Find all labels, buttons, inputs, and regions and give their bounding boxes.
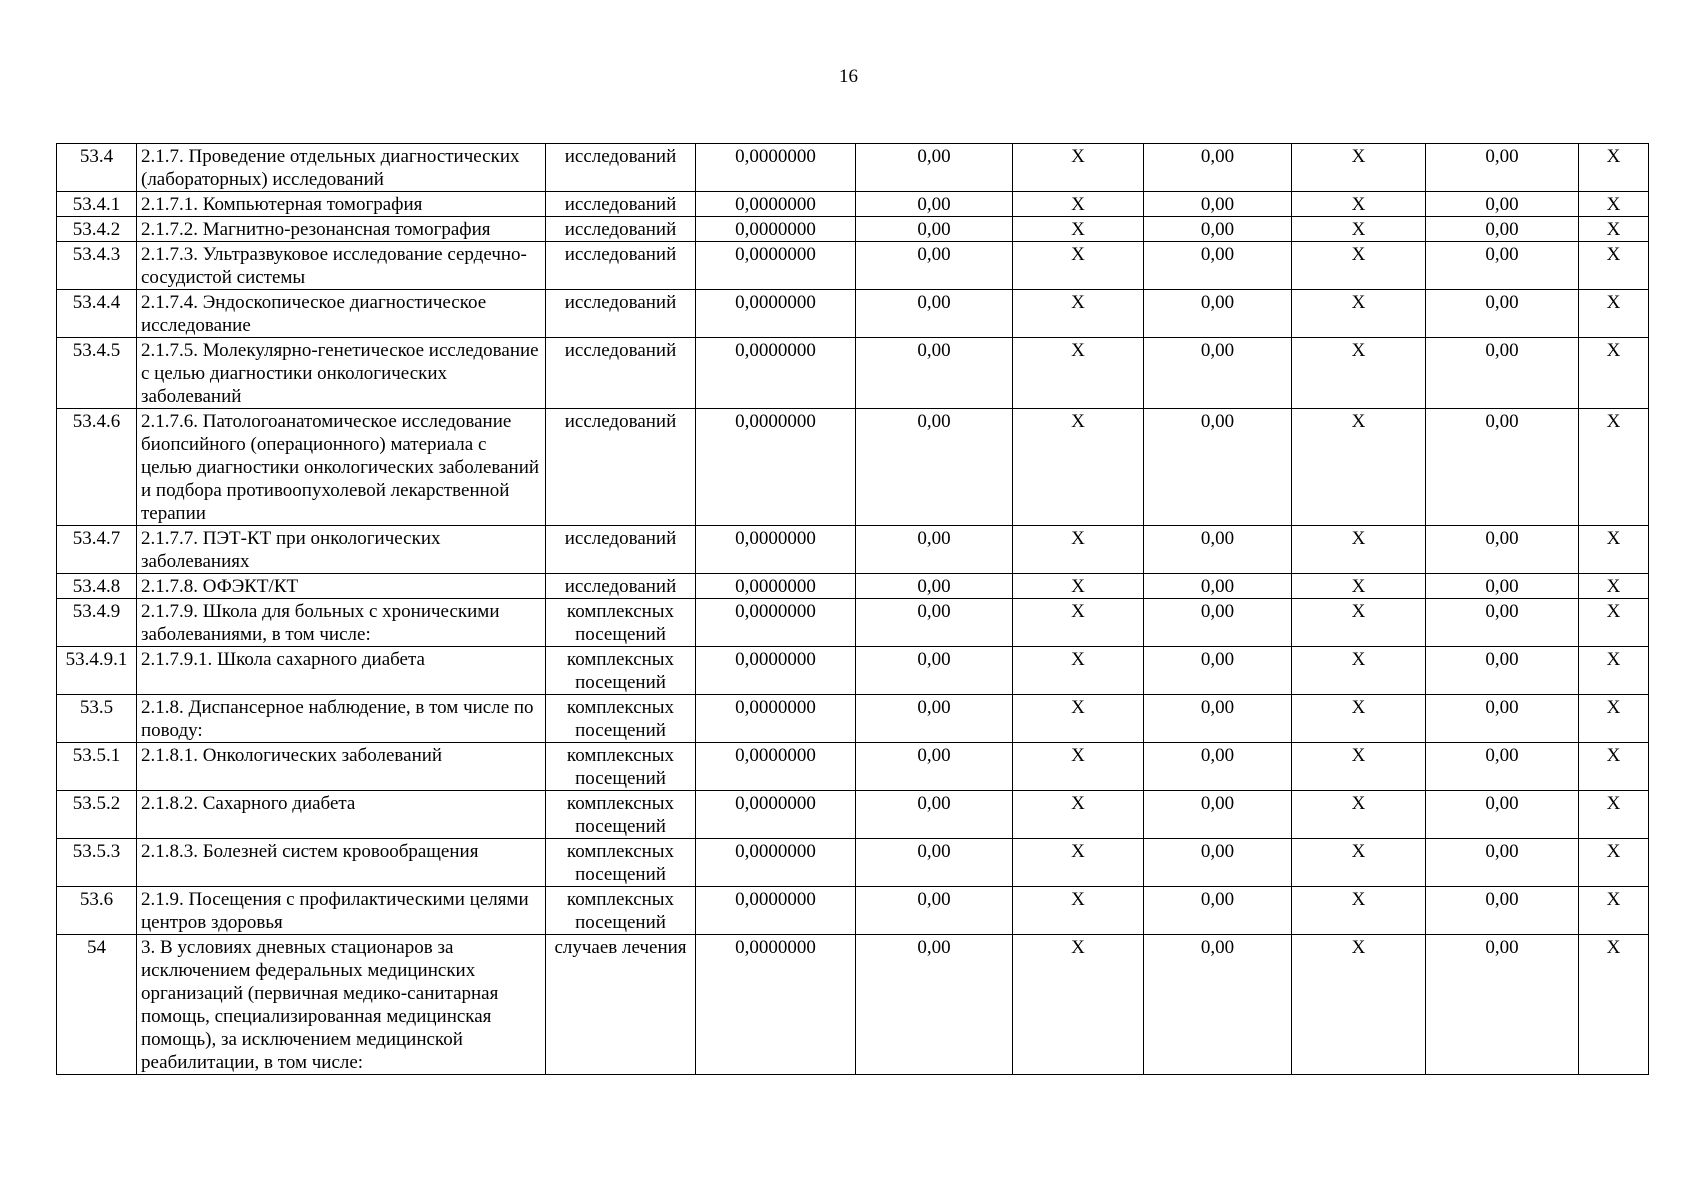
cell-value-4: 0,00 [1144, 290, 1292, 338]
cell-value-7: X [1579, 192, 1649, 217]
cell-value-2: 0,00 [856, 839, 1013, 887]
cell-value-3: X [1013, 839, 1144, 887]
cell-unit: случаев лечения [546, 935, 696, 1075]
cell-value-6: 0,00 [1426, 526, 1579, 574]
cell-unit: комплексных посещений [546, 839, 696, 887]
cell-value-3: X [1013, 574, 1144, 599]
cell-value-6: 0,00 [1426, 409, 1579, 526]
cell-row-number: 53.5.2 [57, 791, 137, 839]
cell-value-2: 0,00 [856, 935, 1013, 1075]
cell-value-1: 0,0000000 [696, 647, 856, 695]
cell-value-2: 0,00 [856, 409, 1013, 526]
cell-value-6: 0,00 [1426, 935, 1579, 1075]
cell-unit: исследований [546, 192, 696, 217]
cell-value-6: 0,00 [1426, 743, 1579, 791]
cell-value-1: 0,0000000 [696, 526, 856, 574]
cell-row-number: 53.4 [57, 144, 137, 192]
cell-row-number: 53.5.1 [57, 743, 137, 791]
cell-value-6: 0,00 [1426, 144, 1579, 192]
cell-item-name: 2.1.7.5. Молекулярно-генетическое исследование с целью диагностики онкологических заболеваний [137, 338, 546, 409]
cell-row-number: 53.5 [57, 695, 137, 743]
cell-value-6: 0,00 [1426, 192, 1579, 217]
cell-value-5: X [1292, 574, 1426, 599]
cell-value-5: X [1292, 290, 1426, 338]
table-row [57, 217, 1649, 242]
cell-value-7: X [1579, 144, 1649, 192]
cell-value-3: X [1013, 743, 1144, 791]
cell-row-number: 54 [57, 935, 137, 1075]
data-table [56, 143, 1649, 1075]
cell-value-1: 0,0000000 [696, 242, 856, 290]
cell-value-5: X [1292, 242, 1426, 290]
cell-unit: исследований [546, 526, 696, 574]
cell-value-7: X [1579, 935, 1649, 1075]
cell-value-7: X [1579, 647, 1649, 695]
table-body [57, 144, 1649, 1075]
cell-value-1: 0,0000000 [696, 839, 856, 887]
cell-value-4: 0,00 [1144, 217, 1292, 242]
cell-value-1: 0,0000000 [696, 695, 856, 743]
cell-value-4: 0,00 [1144, 647, 1292, 695]
cell-item-name: 2.1.7.3. Ультразвуковое исследование сердечно-сосудистой системы [137, 242, 546, 290]
cell-item-name: 2.1.7.2. Магнитно-резонансная томография [137, 217, 546, 242]
cell-row-number: 53.6 [57, 887, 137, 935]
cell-value-4: 0,00 [1144, 791, 1292, 839]
cell-item-name: 2.1.8.3. Болезней систем кровообращения [137, 839, 546, 887]
cell-row-number: 53.4.6 [57, 409, 137, 526]
table-row [57, 574, 1649, 599]
cell-value-5: X [1292, 695, 1426, 743]
cell-value-2: 0,00 [856, 887, 1013, 935]
cell-value-3: X [1013, 935, 1144, 1075]
cell-value-3: X [1013, 791, 1144, 839]
cell-value-7: X [1579, 574, 1649, 599]
cell-value-2: 0,00 [856, 647, 1013, 695]
cell-value-5: X [1292, 791, 1426, 839]
cell-value-4: 0,00 [1144, 935, 1292, 1075]
cell-value-5: X [1292, 526, 1426, 574]
cell-value-2: 0,00 [856, 242, 1013, 290]
cell-value-7: X [1579, 695, 1649, 743]
cell-value-6: 0,00 [1426, 290, 1579, 338]
table-row [57, 599, 1649, 647]
cell-value-4: 0,00 [1144, 839, 1292, 887]
cell-value-2: 0,00 [856, 144, 1013, 192]
cell-row-number: 53.4.9 [57, 599, 137, 647]
cell-item-name: 2.1.8. Диспансерное наблюдение, в том числе по поводу: [137, 695, 546, 743]
table-row [57, 647, 1649, 695]
cell-value-3: X [1013, 290, 1144, 338]
cell-value-6: 0,00 [1426, 574, 1579, 599]
cell-value-7: X [1579, 791, 1649, 839]
cell-row-number: 53.4.1 [57, 192, 137, 217]
cell-value-6: 0,00 [1426, 338, 1579, 409]
cell-unit: исследований [546, 409, 696, 526]
cell-value-1: 0,0000000 [696, 192, 856, 217]
table-row [57, 839, 1649, 887]
cell-unit: комплексных посещений [546, 647, 696, 695]
cell-unit: исследований [546, 242, 696, 290]
cell-value-4: 0,00 [1144, 338, 1292, 409]
table-row [57, 242, 1649, 290]
cell-value-7: X [1579, 290, 1649, 338]
cell-value-3: X [1013, 409, 1144, 526]
cell-item-name: 2.1.7.8. ОФЭКТ/КТ [137, 574, 546, 599]
cell-row-number: 53.4.3 [57, 242, 137, 290]
cell-unit: комплексных посещений [546, 599, 696, 647]
cell-item-name: 2.1.7.9. Школа для больных с хроническими заболеваниями, в том числе: [137, 599, 546, 647]
cell-value-5: X [1292, 599, 1426, 647]
cell-value-4: 0,00 [1144, 743, 1292, 791]
cell-value-6: 0,00 [1426, 887, 1579, 935]
cell-value-2: 0,00 [856, 338, 1013, 409]
cell-value-1: 0,0000000 [696, 743, 856, 791]
table-row [57, 409, 1649, 526]
cell-value-6: 0,00 [1426, 599, 1579, 647]
cell-item-name: 2.1.7.9.1. Школа сахарного диабета [137, 647, 546, 695]
cell-value-1: 0,0000000 [696, 574, 856, 599]
cell-value-3: X [1013, 144, 1144, 192]
cell-value-5: X [1292, 192, 1426, 217]
cell-value-3: X [1013, 338, 1144, 409]
cell-value-5: X [1292, 887, 1426, 935]
cell-value-1: 0,0000000 [696, 290, 856, 338]
cell-value-1: 0,0000000 [696, 409, 856, 526]
cell-unit: комплексных посещений [546, 743, 696, 791]
cell-value-3: X [1013, 695, 1144, 743]
cell-value-4: 0,00 [1144, 144, 1292, 192]
table-row [57, 192, 1649, 217]
table-row [57, 338, 1649, 409]
cell-value-7: X [1579, 599, 1649, 647]
cell-value-2: 0,00 [856, 695, 1013, 743]
cell-unit: комплексных посещений [546, 887, 696, 935]
cell-value-4: 0,00 [1144, 599, 1292, 647]
cell-item-name: 2.1.7.4. Эндоскопическое диагностическое исследование [137, 290, 546, 338]
cell-value-6: 0,00 [1426, 839, 1579, 887]
cell-value-7: X [1579, 217, 1649, 242]
table-row [57, 526, 1649, 574]
cell-value-3: X [1013, 217, 1144, 242]
cell-value-5: X [1292, 743, 1426, 791]
cell-unit: исследований [546, 217, 696, 242]
cell-value-3: X [1013, 242, 1144, 290]
cell-unit: комплексных посещений [546, 791, 696, 839]
cell-row-number: 53.4.5 [57, 338, 137, 409]
cell-item-name: 3. В условиях дневных стационаров за исключением федеральных медицинских организаций (первичная медико-санитарная помощь, специализированная медицинская помощь), за исключением медицинской реабилитации, в том числе: [137, 935, 546, 1075]
table-row [57, 791, 1649, 839]
cell-value-2: 0,00 [856, 290, 1013, 338]
cell-value-3: X [1013, 192, 1144, 217]
cell-value-7: X [1579, 338, 1649, 409]
cell-value-2: 0,00 [856, 217, 1013, 242]
cell-value-7: X [1579, 839, 1649, 887]
cell-value-1: 0,0000000 [696, 217, 856, 242]
cell-value-3: X [1013, 887, 1144, 935]
cell-item-name: 2.1.8.2. Сахарного диабета [137, 791, 546, 839]
table-row [57, 935, 1649, 1075]
cell-value-1: 0,0000000 [696, 338, 856, 409]
cell-item-name: 2.1.7.6. Патологоанатомическое исследование биопсийного (операционного) материала с целью диагностики онкологических заболеваний и подбора противоопухолевой лекарственной терапии [137, 409, 546, 526]
cell-value-6: 0,00 [1426, 217, 1579, 242]
cell-value-1: 0,0000000 [696, 935, 856, 1075]
cell-value-4: 0,00 [1144, 242, 1292, 290]
cell-item-name: 2.1.9. Посещения с профилактическими целями центров здоровья [137, 887, 546, 935]
cell-item-name: 2.1.8.1. Онкологических заболеваний [137, 743, 546, 791]
cell-value-2: 0,00 [856, 791, 1013, 839]
cell-row-number: 53.4.8 [57, 574, 137, 599]
cell-row-number: 53.5.3 [57, 839, 137, 887]
cell-value-7: X [1579, 887, 1649, 935]
table-row [57, 695, 1649, 743]
cell-value-4: 0,00 [1144, 526, 1292, 574]
cell-unit: исследований [546, 290, 696, 338]
cell-value-5: X [1292, 839, 1426, 887]
cell-value-1: 0,0000000 [696, 791, 856, 839]
cell-value-5: X [1292, 935, 1426, 1075]
cell-value-2: 0,00 [856, 599, 1013, 647]
cell-value-4: 0,00 [1144, 409, 1292, 526]
cell-value-3: X [1013, 599, 1144, 647]
cell-value-7: X [1579, 743, 1649, 791]
table-row [57, 887, 1649, 935]
cell-row-number: 53.4.7 [57, 526, 137, 574]
cell-value-3: X [1013, 647, 1144, 695]
cell-value-4: 0,00 [1144, 192, 1292, 217]
table-row [57, 743, 1649, 791]
cell-item-name: 2.1.7. Проведение отдельных диагностических (лабораторных) исследований [137, 144, 546, 192]
cell-value-4: 0,00 [1144, 574, 1292, 599]
cell-value-2: 0,00 [856, 526, 1013, 574]
cell-value-1: 0,0000000 [696, 887, 856, 935]
cell-value-6: 0,00 [1426, 791, 1579, 839]
cell-value-7: X [1579, 242, 1649, 290]
cell-unit: комплексных посещений [546, 695, 696, 743]
cell-row-number: 53.4.2 [57, 217, 137, 242]
cell-value-4: 0,00 [1144, 695, 1292, 743]
cell-item-name: 2.1.7.7. ПЭТ-КТ при онкологических заболеваниях [137, 526, 546, 574]
table-row [57, 290, 1649, 338]
table-row [57, 144, 1649, 192]
cell-value-7: X [1579, 409, 1649, 526]
cell-value-2: 0,00 [856, 192, 1013, 217]
cell-value-1: 0,0000000 [696, 599, 856, 647]
cell-value-1: 0,0000000 [696, 144, 856, 192]
cell-value-5: X [1292, 647, 1426, 695]
cell-value-5: X [1292, 144, 1426, 192]
cell-unit: исследований [546, 144, 696, 192]
cell-value-5: X [1292, 217, 1426, 242]
cell-value-5: X [1292, 338, 1426, 409]
cell-row-number: 53.4.9.1 [57, 647, 137, 695]
page-number: 16 [839, 66, 858, 87]
cell-value-6: 0,00 [1426, 695, 1579, 743]
cell-value-6: 0,00 [1426, 647, 1579, 695]
cell-value-2: 0,00 [856, 574, 1013, 599]
cell-unit: исследований [546, 338, 696, 409]
cell-item-name: 2.1.7.1. Компьютерная томография [137, 192, 546, 217]
cell-value-4: 0,00 [1144, 887, 1292, 935]
cell-value-7: X [1579, 526, 1649, 574]
cell-value-6: 0,00 [1426, 242, 1579, 290]
cell-row-number: 53.4.4 [57, 290, 137, 338]
cell-value-3: X [1013, 526, 1144, 574]
cell-value-2: 0,00 [856, 743, 1013, 791]
cell-unit: исследований [546, 574, 696, 599]
cell-value-5: X [1292, 409, 1426, 526]
